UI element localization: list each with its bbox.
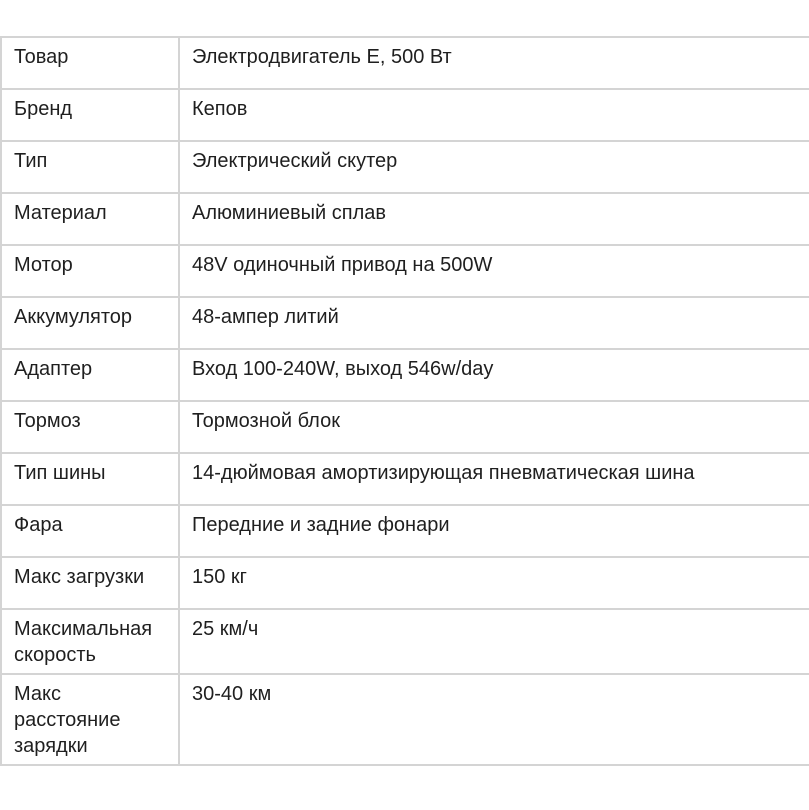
spec-value-material: Алюминиевый сплав — [179, 193, 809, 245]
spec-value-max-speed: 25 км/ч — [179, 609, 809, 674]
spec-value-product: Электродвигатель Е, 500 Вт — [179, 37, 809, 89]
spec-label-type: Тип — [1, 141, 179, 193]
spec-value-type: Электрический скутер — [179, 141, 809, 193]
table-row — [1, 609, 809, 674]
spec-value-adapter: Вход 100-240W, выход 546w/day — [179, 349, 809, 401]
spec-table — [0, 36, 809, 766]
spec-label-headlight: Фара — [1, 505, 179, 557]
table-row — [1, 89, 809, 141]
spec-label-tire-type: Тип шины — [1, 453, 179, 505]
spec-value-brand: Кепов — [179, 89, 809, 141]
table-row — [1, 141, 809, 193]
spec-label-brake: Тормоз — [1, 401, 179, 453]
table-row — [1, 557, 809, 609]
spec-label-max-speed: Максимальная скорость — [1, 609, 179, 674]
spec-value-brake: Тормозной блок — [179, 401, 809, 453]
table-row — [1, 349, 809, 401]
table-row — [1, 505, 809, 557]
spec-value-max-range: 30-40 км — [179, 674, 809, 765]
table-row — [1, 37, 809, 89]
spec-label-product: Товар — [1, 37, 179, 89]
spec-label-material: Материал — [1, 193, 179, 245]
table-row — [1, 401, 809, 453]
spec-label-adapter: Адаптер — [1, 349, 179, 401]
spec-value-max-load: 150 кг — [179, 557, 809, 609]
spec-label-battery: Аккумулятор — [1, 297, 179, 349]
spec-value-tire-type: 14-дюймовая амортизирующая пневматическая шина — [179, 453, 809, 505]
table-row — [1, 297, 809, 349]
spec-value-motor: 48V одиночный привод на 500W — [179, 245, 809, 297]
spec-value-battery: 48-ампер литий — [179, 297, 809, 349]
table-row — [1, 453, 809, 505]
spec-value-headlight: Передние и задние фонари — [179, 505, 809, 557]
spec-label-max-range: Макс расстояние зарядки — [1, 674, 179, 765]
table-row — [1, 193, 809, 245]
spec-label-motor: Мотор — [1, 245, 179, 297]
spec-label-brand: Бренд — [1, 89, 179, 141]
table-row — [1, 245, 809, 297]
spec-label-max-load: Макс загрузки — [1, 557, 179, 609]
table-row — [1, 674, 809, 765]
